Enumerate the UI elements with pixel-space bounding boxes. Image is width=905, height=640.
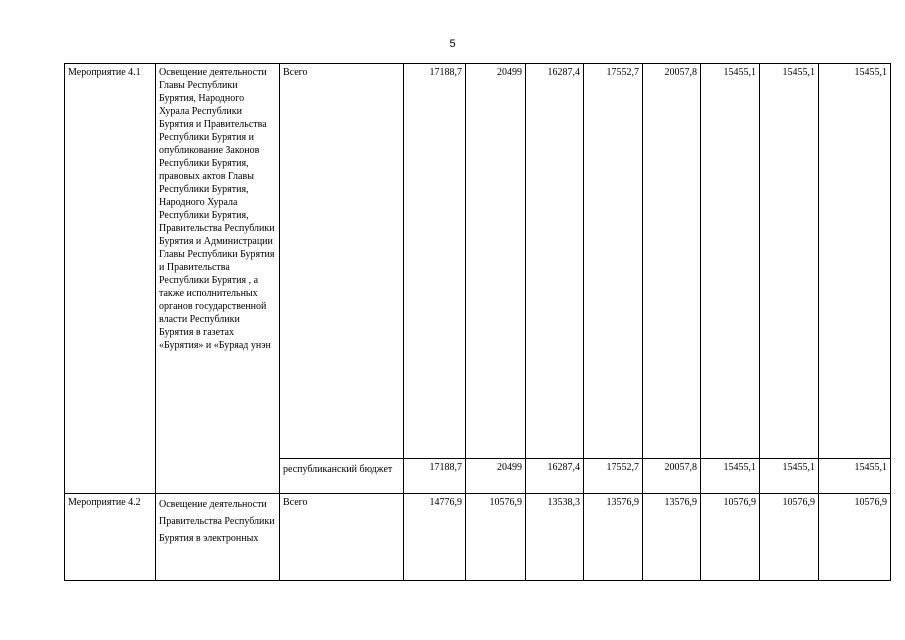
activity-name-cell: Освещение деятельности Правительства Республики Бурятия в электронных [156, 494, 280, 581]
activity-code-cell: Мероприятие 4.2 [65, 494, 156, 581]
value-cell: 17552,7 [584, 459, 643, 494]
value-cell: 13576,9 [584, 494, 643, 581]
activity-name-cell: Освещение деятельности Главы Республики Бурятия, Народного Хурала Республики Бурятия и Правительства Республики Бурятия и опубликование Законов Республики Бурятия, правовых актов Главы Республики Бурятия, Народного Хурала Республики Бурятия, Правительства Республики Бурятия и Администрации Главы Республики Бурятия и Правительства Республики Бурятия , а также исполнительных органов государственной власти Республики Бурятия в газетах «Бурятия» и «Буряад унэн [156, 64, 280, 494]
page-number: 5 [449, 38, 456, 50]
program-activities-table [64, 63, 891, 581]
value-cell: 10576,9 [701, 494, 760, 581]
value-cell: 16287,4 [526, 64, 584, 459]
value-cell: 16287,4 [526, 459, 584, 494]
activity-code-cell: Мероприятие 4.1 [65, 64, 156, 494]
value-cell: 15455,1 [819, 64, 891, 459]
value-cell: 20057,8 [643, 459, 701, 494]
value-cell: 17188,7 [404, 459, 466, 494]
table-row [65, 64, 891, 459]
value-cell: 13538,3 [526, 494, 584, 581]
value-cell: 15455,1 [819, 459, 891, 494]
value-cell: 10576,9 [819, 494, 891, 581]
value-cell: 17188,7 [404, 64, 466, 459]
value-cell: 20499 [466, 459, 526, 494]
value-cell: 20499 [466, 64, 526, 459]
value-cell: 15455,1 [701, 459, 760, 494]
value-cell: 15455,1 [760, 64, 819, 459]
value-cell: 20057,8 [643, 64, 701, 459]
value-cell: 10576,9 [760, 494, 819, 581]
table-row [65, 494, 891, 581]
funding-source-cell: Всего [280, 494, 404, 581]
value-cell: 15455,1 [760, 459, 819, 494]
funding-source-cell: Всего [280, 64, 404, 459]
value-cell: 17552,7 [584, 64, 643, 459]
value-cell: 14776,9 [404, 494, 466, 581]
value-cell: 15455,1 [701, 64, 760, 459]
value-cell: 13576,9 [643, 494, 701, 581]
value-cell: 10576,9 [466, 494, 526, 581]
funding-source-cell: республиканский бюджет [280, 459, 404, 494]
